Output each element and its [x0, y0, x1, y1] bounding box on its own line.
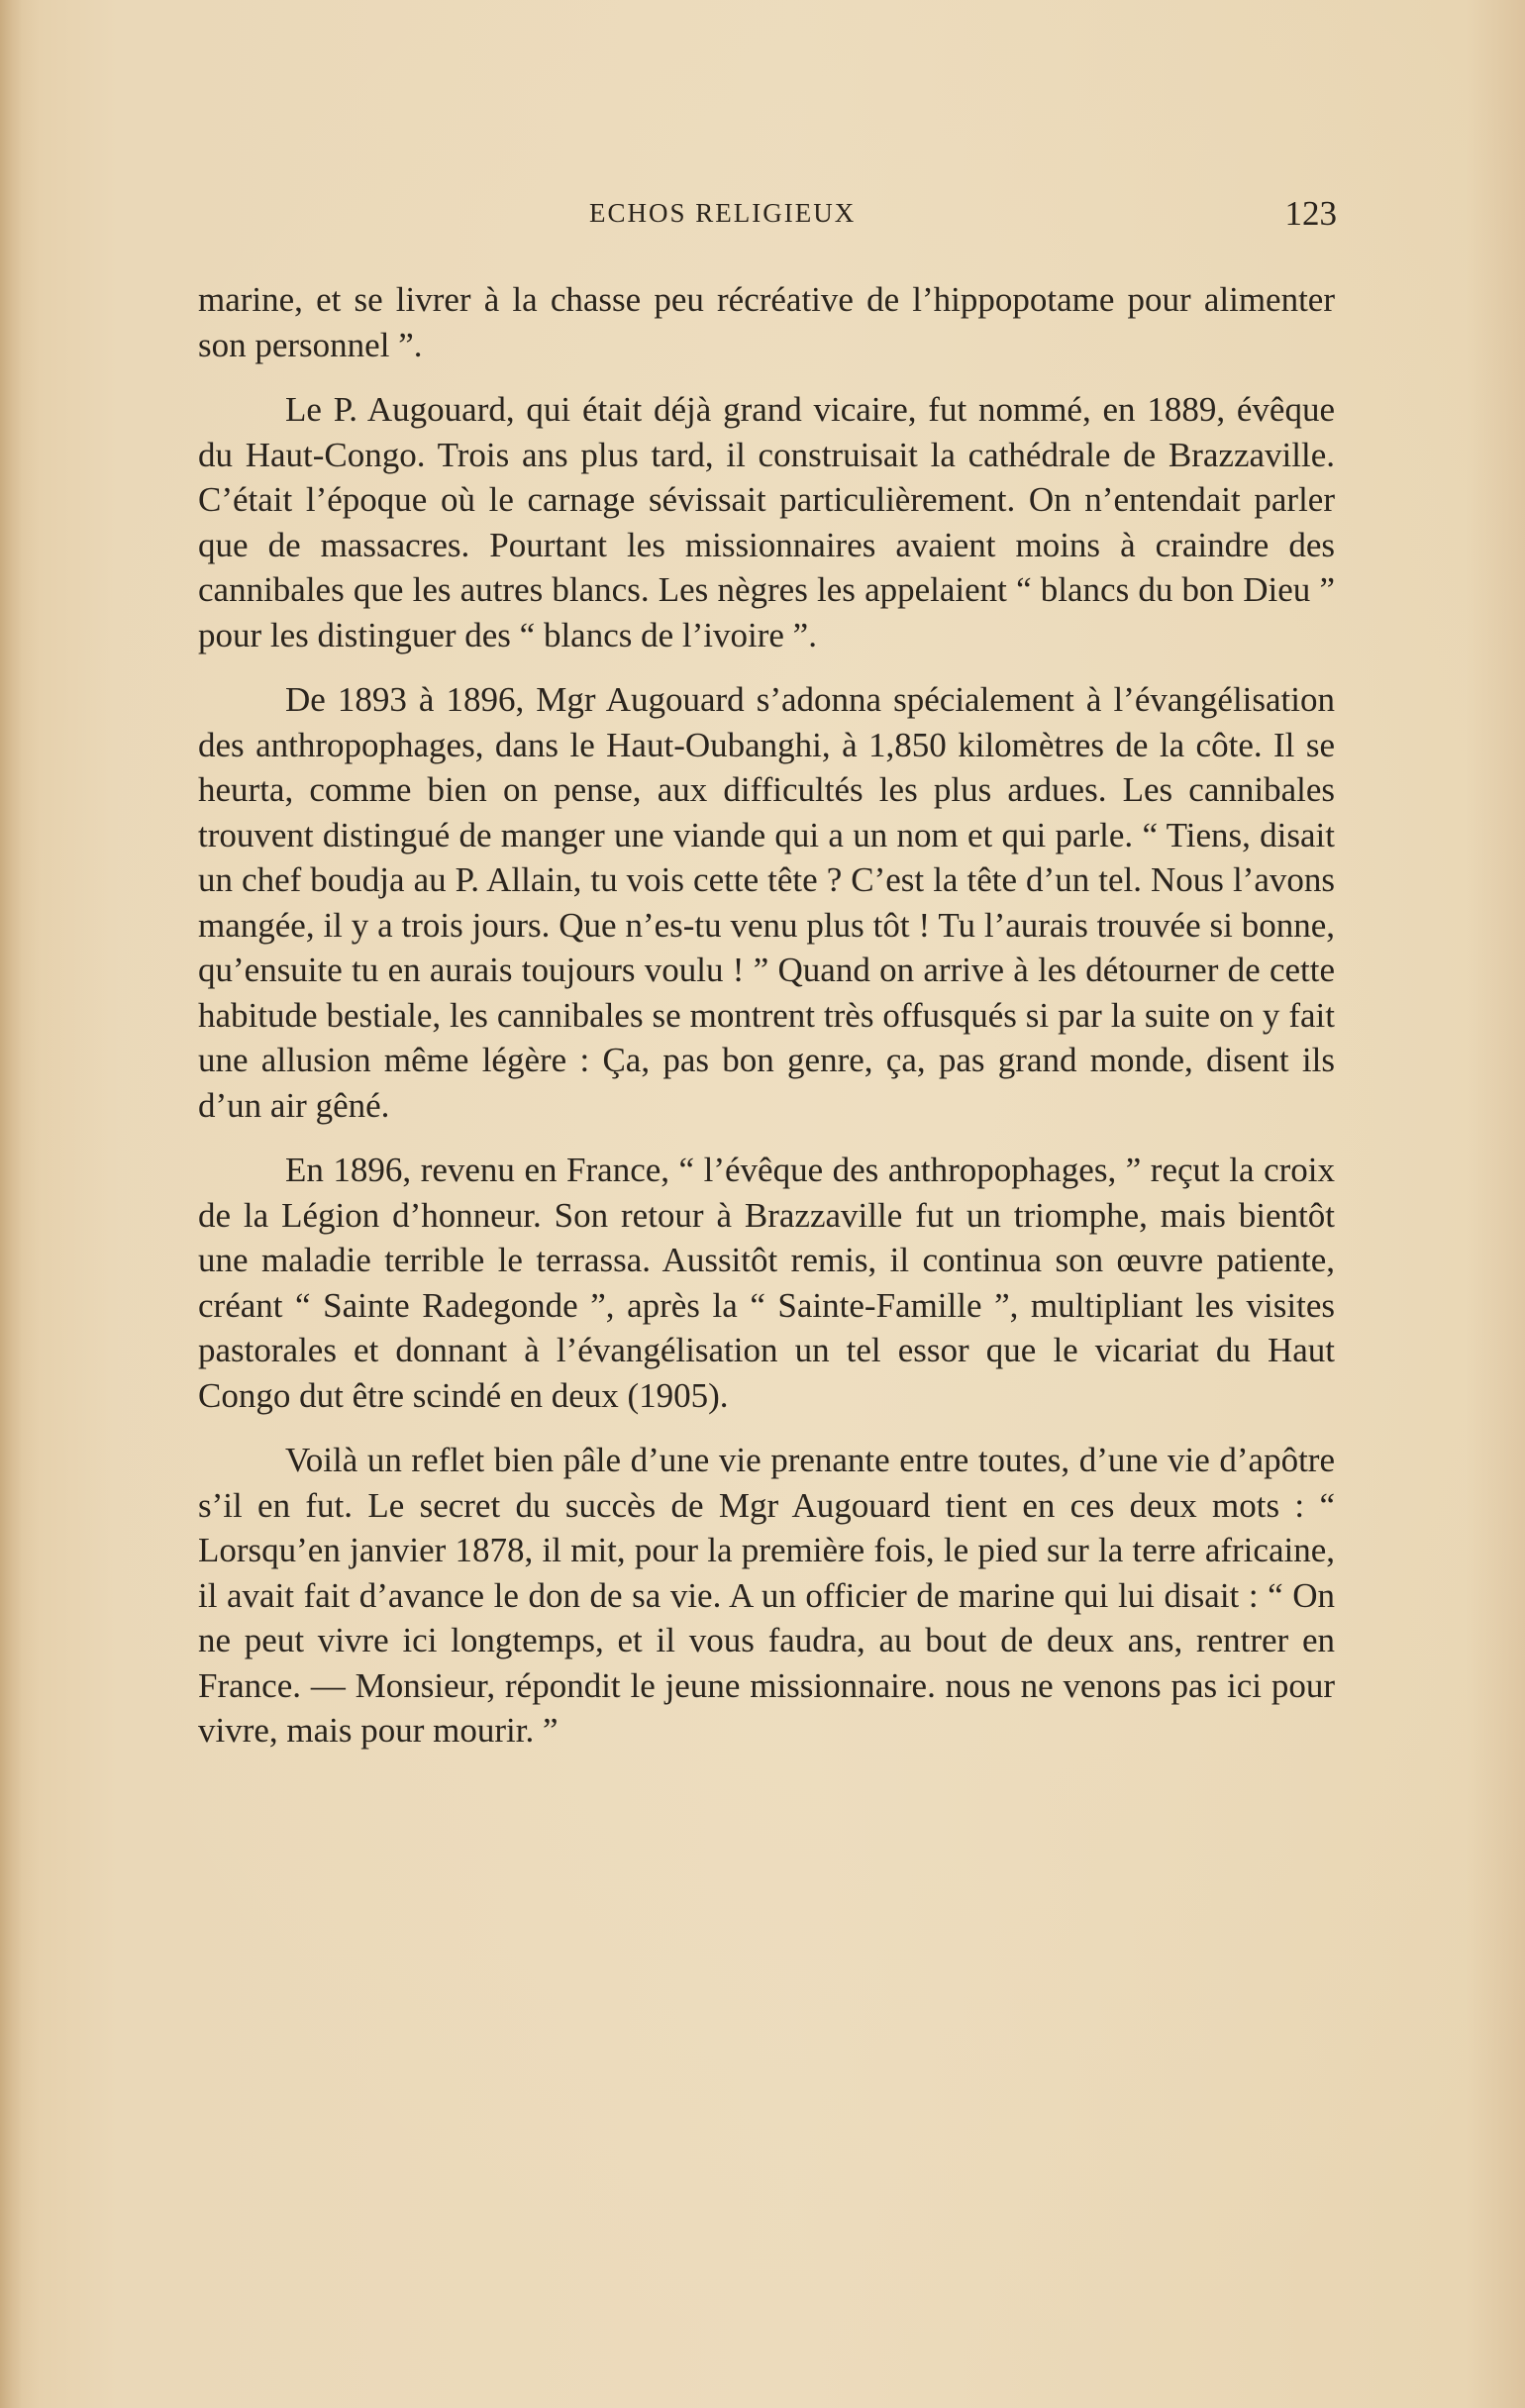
- body-text: [198, 277, 1335, 1773]
- paragraph: De 1893 à 1896, Mgr Augouard s’adonna spécialement à l’évangélisation des anthropophages, dans le Haut-Oubanghi, à 1,850 kilomètres de la côte. Il se heurta, comme bien on pense, aux difficultés les plus ardues. Les cannibales trouvent distingué de manger une viande qui a un nom et qui parle. “ Tiens, disait un chef boudja au P. Allain, tu vois cette tête ? C’est la tête d’un tel. Nous l’avons mangée, il y a trois jours. Que n’es-tu venu plus tôt ! Tu l’aurais trouvée si bonne, qu’ensuite tu en aurais toujours voulu ! ” Quand on arrive à les détourner de cette habitude bestiale, les cannibales se montrent très offusqués si par la suite on y fait une allusion même légère : Ça, pas bon genre, ça, pas grand monde, disent ils d’un air gêné.: [198, 680, 1335, 1125]
- running-head: ECHOS RELIGIEUX: [589, 198, 857, 228]
- page-number: 123: [1284, 194, 1337, 233]
- page-gutter-shadow: [0, 0, 22, 2408]
- paragraph: Le P. Augouard, qui était déjà grand vicaire, fut nommé, en 1889, évêque du Haut-Congo. Trois ans plus tard, il construisait la cathédrale de Brazzaville. C’était l’époque où le carnage sévissait particulièrement. On n’entendait parler que de massacres. Pourtant les missionnaires avaient moins à craindre des cannibales que les autres blancs. Les nègres les appelaient “ blancs du bon Dieu ” pour les distinguer des “ blancs de l’ivoire ”.: [198, 390, 1335, 654]
- paragraph: Voilà un reflet bien pâle d’une vie prenante entre toutes, d’une vie d’apôtre s’il en fut. Le secret du succès de Mgr Augouard tient en ces deux mots : “ Lorsqu’en janvier 1878, il mit, pour la première fois, le pied sur la terre africaine, il avait fait d’avance le don de sa vie. A un officier de marine qui lui disait : “ On ne peut vivre ici longtemps, et il vous faudra, au bout de deux ans, rentrer en France. — Monsieur, répondit le jeune missionnaire. nous ne venons pas ici pour vivre, mais pour mourir. ”: [198, 1441, 1335, 1750]
- paragraph: marine, et se livrer à la chasse peu récréative de l’hippopotame pour alimenter son personnel ”.: [198, 280, 1335, 364]
- page-header: [198, 194, 1337, 240]
- paragraph: En 1896, revenu en France, “ l’évêque des anthropophages, ” reçut la croix de la Légion d’honneur. Son retour à Brazzaville fut un triomphe, mais bientôt une maladie terrible le terrassa. Aussitôt remis, il continua son œuvre patiente, créant “ Sainte Radegonde ”, après la “ Sainte-Famille ”, multipliant les visites pastorales et donnant à l’évangélisation un tel essor que le vicariat du Haut Congo dut être scindé en deux (1905).: [198, 1151, 1335, 1415]
